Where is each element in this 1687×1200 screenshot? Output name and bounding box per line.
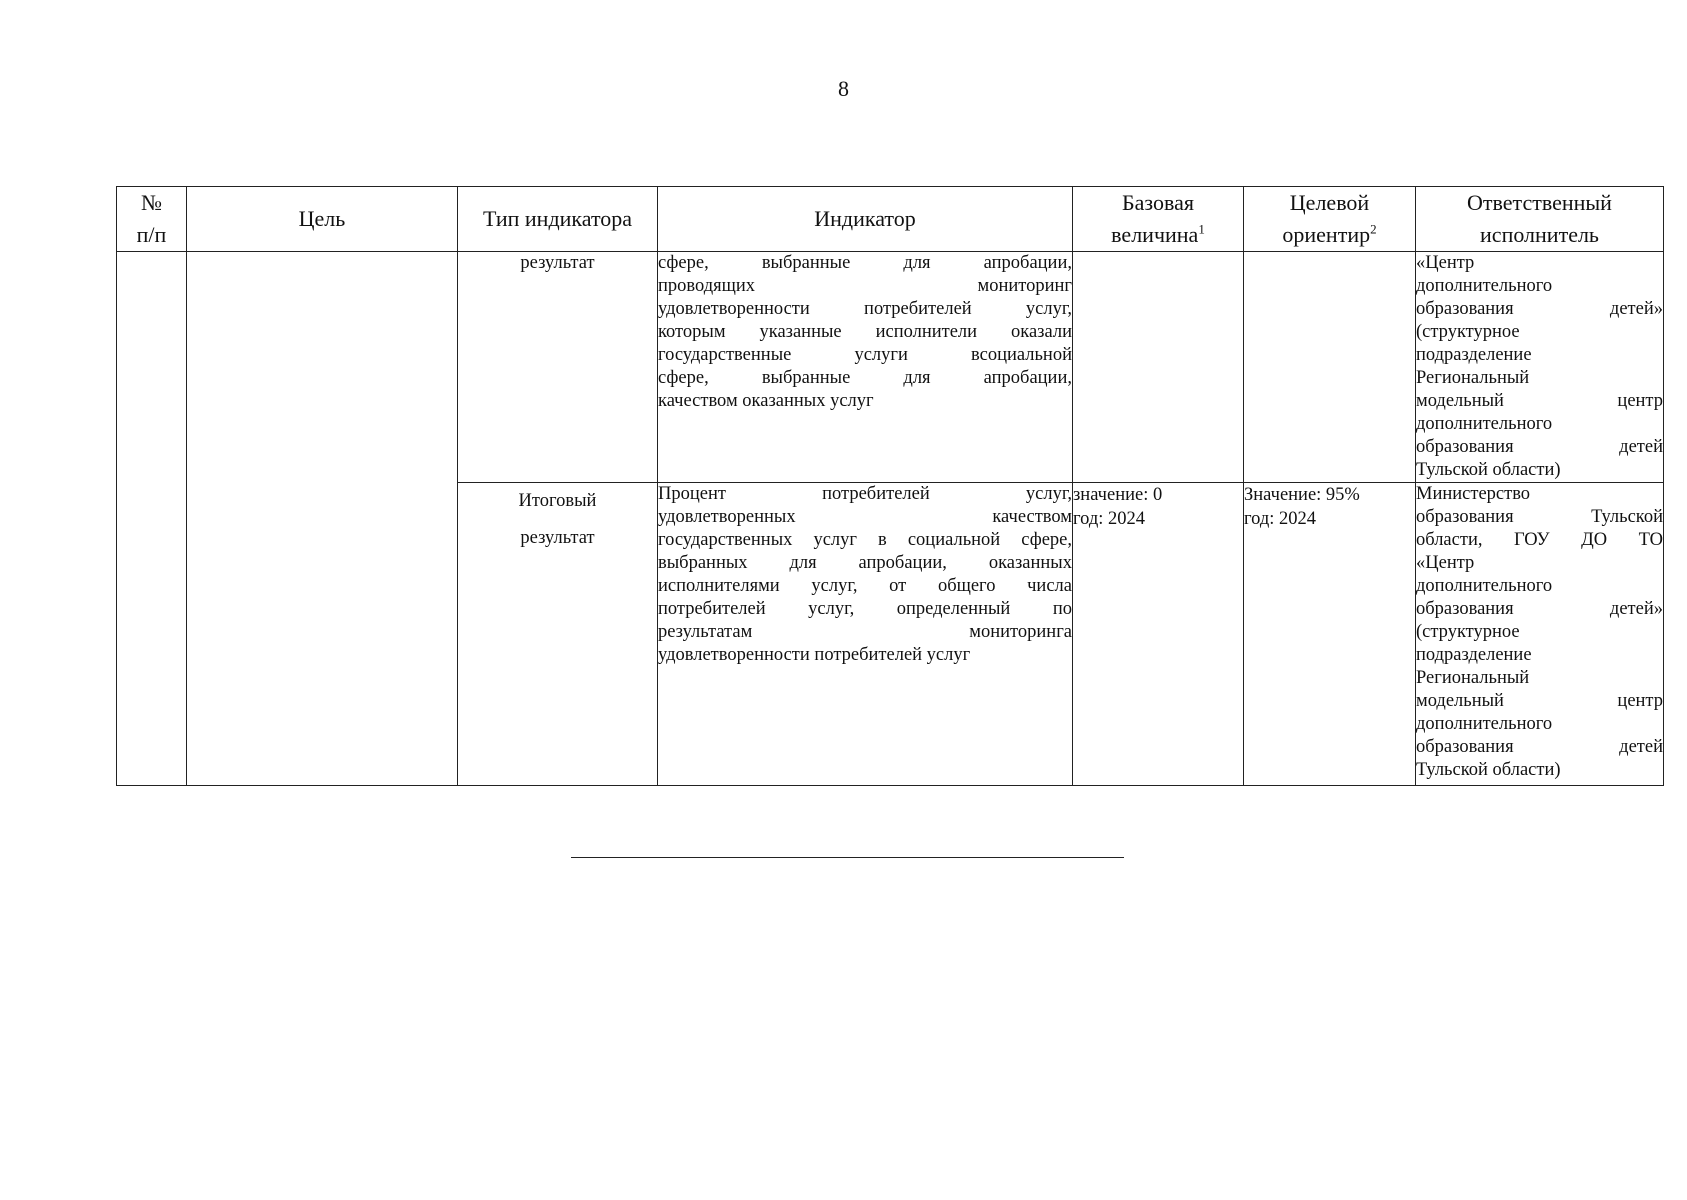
responsible-line: подразделение [1416, 345, 1532, 365]
header-target-line2 [1244, 219, 1415, 251]
indicator-line: качеством оказанных услуг [658, 391, 874, 411]
responsible-line: Министерство [1416, 484, 1531, 504]
header-responsible-line2: исполнитель [1480, 222, 1599, 247]
responsible-line: Тульской области) [1416, 760, 1561, 780]
indicator-line: удовлетворенных качеством [658, 507, 1072, 527]
responsible-line: образования детей [1416, 737, 1663, 757]
header-target [1244, 187, 1416, 252]
cell-target [1244, 252, 1416, 483]
page-number: 8 [838, 76, 849, 101]
cell-responsible [1416, 252, 1664, 483]
responsible-line: области, ГОУ ДО ТО [1416, 530, 1663, 550]
responsible-line: образования детей» [1416, 599, 1663, 619]
header-responsible [1416, 187, 1664, 252]
target-value: Значение: 95% [1244, 485, 1360, 505]
cell-num [117, 252, 187, 786]
indicator-line: государственные услуги всоциальной [658, 345, 1072, 365]
header-base-line1: Базовая [1122, 190, 1194, 215]
indicator-line: проводящих мониторинг [658, 276, 1072, 296]
header-row [117, 187, 1664, 252]
table-row [117, 252, 1664, 483]
responsible-line: образования Тульской [1416, 507, 1663, 527]
closing-rule [571, 857, 1124, 858]
responsible-line: модельный центр [1416, 691, 1663, 711]
indicator-line: сфере, выбранные для апробации, [658, 368, 1072, 388]
indicator-line: Процент потребителей услуг, [658, 484, 1072, 504]
indicator-line: выбранных для апробации, оказанных [658, 553, 1072, 573]
header-num-line2: п/п [136, 222, 167, 247]
responsible-line: «Центр [1416, 553, 1475, 573]
responsible-line: дополнительного [1416, 276, 1553, 296]
base-value: значение: 0 [1073, 485, 1163, 505]
type-line: результат [520, 528, 595, 548]
indicator-line: удовлетворенности потребителей услуг, [658, 299, 1072, 319]
responsible-line: модельный центр [1416, 391, 1663, 411]
responsible-line: подразделение [1416, 645, 1532, 665]
responsible-line: дополнительного [1416, 714, 1553, 734]
responsible-line: (структурное [1416, 322, 1520, 342]
cell-target [1244, 483, 1416, 786]
header-target-line1: Целевой [1289, 190, 1370, 215]
type-line: Итоговый [518, 491, 597, 511]
responsible-line: дополнительного [1416, 576, 1553, 596]
cell-type [458, 252, 658, 483]
header-target-word: ориентир [1282, 222, 1371, 247]
footnote-1-mark: 1 [1198, 221, 1205, 237]
header-num [117, 187, 187, 252]
indicators-table [116, 186, 1664, 786]
header-indicator: Индикатор [658, 187, 1073, 252]
header-base-line2 [1073, 219, 1243, 251]
indicator-line: результатам мониторинга [658, 622, 1072, 642]
cell-type [458, 483, 658, 786]
cell-indicator [658, 483, 1073, 786]
base-year: год: 2024 [1073, 509, 1146, 529]
header-type: Тип индикатора [458, 187, 658, 252]
cell-base [1073, 252, 1244, 483]
responsible-line: Региональный [1416, 668, 1530, 688]
indicator-line: сфере, выбранные для апробации, [658, 253, 1072, 273]
responsible-line: образования детей» [1416, 299, 1663, 319]
indicator-line: исполнителями услуг, от общего числа [658, 576, 1072, 596]
indicator-line: которым указанные исполнители оказали [658, 322, 1072, 342]
cell-base [1073, 483, 1244, 786]
header-base [1073, 187, 1244, 252]
header-responsible-line1: Ответственный [1467, 190, 1612, 215]
header-goal: Цель [187, 187, 458, 252]
cell-indicator [658, 252, 1073, 483]
footnote-2-mark: 2 [1370, 221, 1377, 237]
responsible-line: «Центр [1416, 253, 1475, 273]
cell-goal [187, 252, 458, 786]
responsible-line: Тульской области) [1416, 460, 1561, 480]
target-year: год: 2024 [1244, 509, 1317, 529]
responsible-line: Региональный [1416, 368, 1530, 388]
indicator-line: государственных услуг в социальной сфере, [658, 530, 1072, 550]
responsible-line: образования детей [1416, 437, 1663, 457]
cell-responsible [1416, 483, 1664, 786]
indicator-line: удовлетворенности потребителей услуг [658, 645, 971, 665]
type-line: результат [520, 253, 595, 273]
responsible-line: дополнительного [1416, 414, 1553, 434]
responsible-line: (структурное [1416, 622, 1520, 642]
header-num-line1: № [141, 190, 162, 215]
header-base-word: величина [1111, 222, 1199, 247]
indicator-line: потребителей услуг, определенный по [658, 599, 1072, 619]
